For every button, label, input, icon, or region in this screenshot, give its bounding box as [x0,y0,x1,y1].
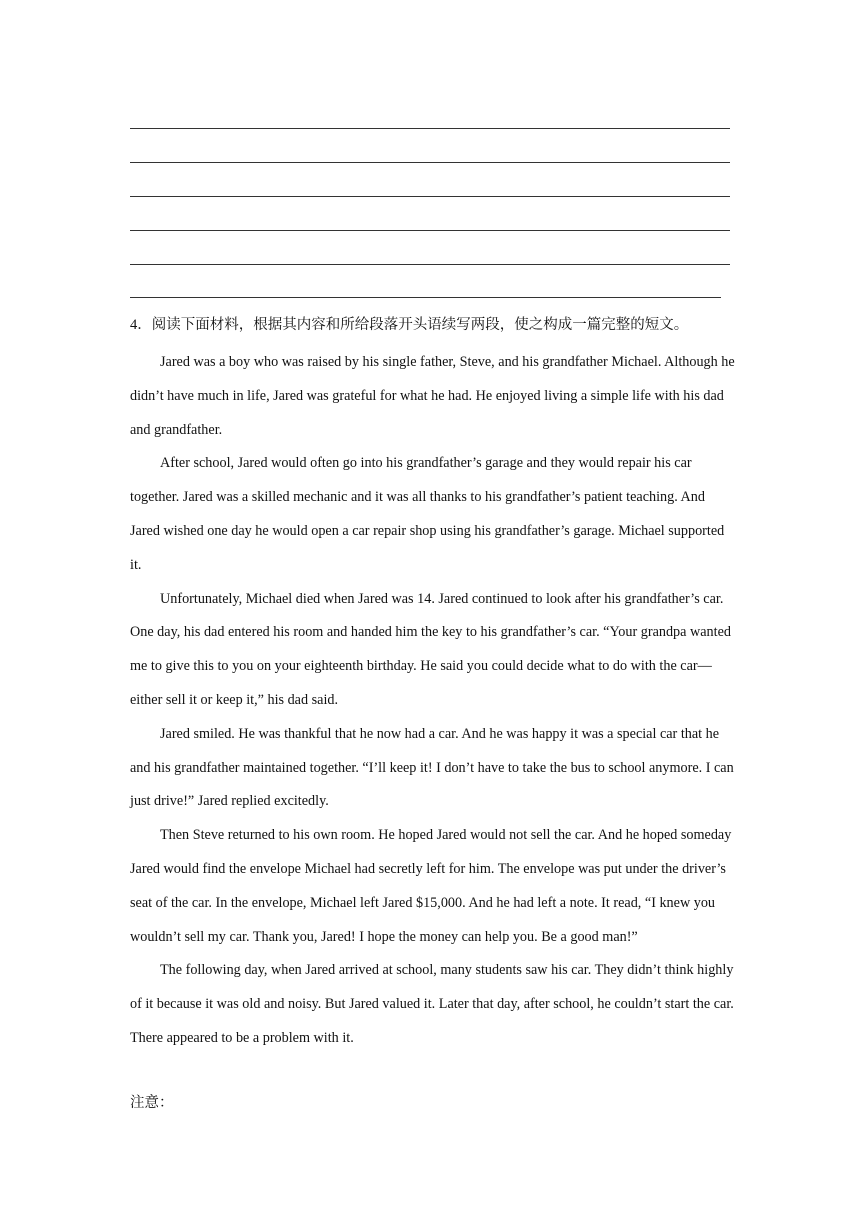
passage-paragraph: Then Steve returned to his own room. He hoped Jared would not sell the car. And he hoped someday Jared would find the envelope Michael had secretly left for him. The envelope was put under the driver’s seat of the car. In the envelope, Michael left Jared $15,000. And he had left a note. It read, “I knew you wouldn’t sell my car. Thank you, Jared! I hope the money can help you. Be a good man!” [130,827,732,945]
question-instruction: 阅读下面材料，根据其内容和所给段落开头语续写两段，使之构成一篇完整的短文。 [151,317,689,333]
answer-line [130,162,730,163]
answer-line [130,264,730,265]
note-label: 注意： [130,1095,174,1111]
question-heading [130,314,740,336]
passage-paragraph: Unfortunately, Michael died when Jared was 14. Jared continued to look after his grandfather’s car. One day, his dad entered his room and handed him the key to his grandfather’s car. “Your grandpa wanted me to give this to you on your eighteenth birthday. He said you could decide what to do with the car—either sell it or keep it,” his dad said. [130,590,731,708]
passage [130,346,736,1056]
passage-paragraph: Jared smiled. He was thankful that he now had a car. And he was happy it was a special car that he and his grandfather maintained together. “I’ll keep it! I don’t have to take the bus to school anymore. I can just drive!” Jared replied excitedly. [130,725,734,810]
question-number: 4． [130,317,152,333]
answer-line [130,297,721,298]
answer-line [130,128,730,129]
passage-paragraph: After school, Jared would often go into his grandfather’s garage and they would repair his car together. Jared was a skilled mechanic and it was all thanks to his grandfather’s patient teaching. And Jared wished one day he would open a car repair shop using his grandfather’s garage. Michael supported it. [130,455,725,573]
answer-line [130,196,730,197]
passage-paragraph: The following day, when Jared arrived at school, many students saw his car. They didn’t think highly of it because it was old and noisy. But Jared valued it. Later that day, after school, he couldn’t start the car. There appeared to be a problem with it. [130,962,734,1046]
passage-paragraph: Jared was a boy who was raised by his single father, Steve, and his grandfather Michael. Although he didn’t have much in life, Jared was grateful for what he had. He enjoyed living a simple life with his dad and grandfather. [130,354,735,438]
answer-line [130,230,730,231]
